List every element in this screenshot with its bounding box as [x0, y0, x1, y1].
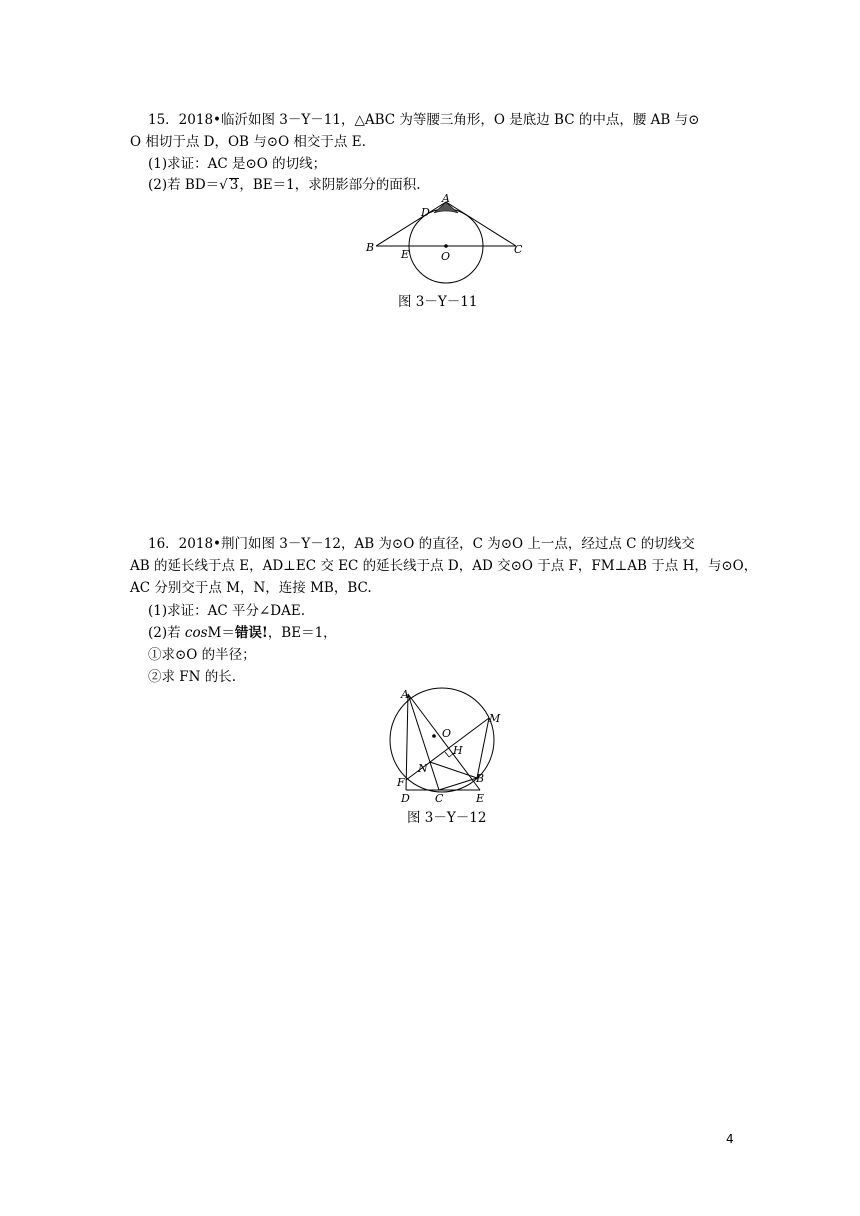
caption-3-y-11: 图 3－Y－11 [398, 294, 478, 310]
label-d: D [421, 206, 430, 219]
page-number: 4 [726, 1132, 734, 1146]
problem15-header-line1: 15．2018•临沂如图 3－Y－11，△ABC 为等腰三角形，O 是底边 BC 的中点，腰 AB 与⊙ [148, 112, 700, 128]
problem16-sub2: ②求 FN 的长. [148, 669, 237, 685]
label-e: E [476, 792, 485, 805]
problem16-line2: AB 的延长线于点 E，AD⊥EC 交 EC 的延长线于点 D，AD 交⊙O 于点 F，FM⊥AB 于点 H，与⊙O， [130, 558, 758, 574]
problem16-part2-text-a: (2)若 [148, 625, 185, 641]
segment-ad [406, 694, 408, 790]
label-b: B [366, 241, 375, 254]
label-m: M [489, 712, 501, 725]
center-dot [444, 244, 448, 248]
problem15-part2-text-a: (2)若 BD＝ [148, 177, 220, 193]
label-n: N [418, 762, 428, 775]
label-e: E [401, 248, 410, 261]
problem16-part1: (1)求证：AC 平分∠DAE. [148, 603, 306, 619]
segment-ac [446, 202, 516, 246]
sqrt-sign: √ [219, 177, 228, 193]
label-f: F [397, 776, 405, 789]
segment-mb [477, 718, 489, 778]
label-o: O [441, 250, 451, 263]
segment-ab [376, 202, 446, 246]
problem16-sub1: ①求⊙O 的半径； [148, 647, 256, 663]
error-text: 错误! [234, 625, 268, 641]
segment-nb [430, 762, 477, 778]
segment-cb [439, 778, 477, 790]
problem16-line1: 16．2018•荆门如图 3－Y－12，AB 为⊙O 的直径，C 为⊙O 上一点，经过点 C 的切线交 [148, 536, 695, 552]
label-c: C [514, 243, 523, 256]
label-a: A [401, 688, 409, 701]
label-d: D [401, 792, 410, 805]
figure-3-y-12 [385, 686, 515, 808]
figure-3-y-11 [360, 190, 530, 290]
label-b: B [476, 772, 485, 785]
label-o: O [442, 727, 452, 740]
label-c: C [435, 792, 444, 805]
problem16-part2 [148, 625, 337, 642]
center-dot [432, 734, 436, 738]
problem15-part1: (1)求证：AC 是⊙O 的切线； [148, 156, 327, 172]
problem16-line3: AC 分别交于点 M，N，连接 MB，BC. [130, 580, 372, 596]
label-a: A [442, 192, 450, 205]
label-h: H [453, 744, 463, 757]
problem15-header-line2: O 相切于点 D，OB 与⊙O 相交于点 E. [130, 134, 366, 150]
caption-3-y-12: 图 3－Y－12 [407, 810, 487, 826]
problem16-part2-text-c: ，BE＝1， [267, 625, 337, 641]
problem16-part2-text-b: M＝ [207, 625, 235, 641]
problem15-part2-text-b: ，BE＝1，求阴影部分的面积. [239, 177, 421, 193]
cos-text: cos [184, 625, 208, 641]
sqrt-radicand: 3 [229, 177, 239, 193]
